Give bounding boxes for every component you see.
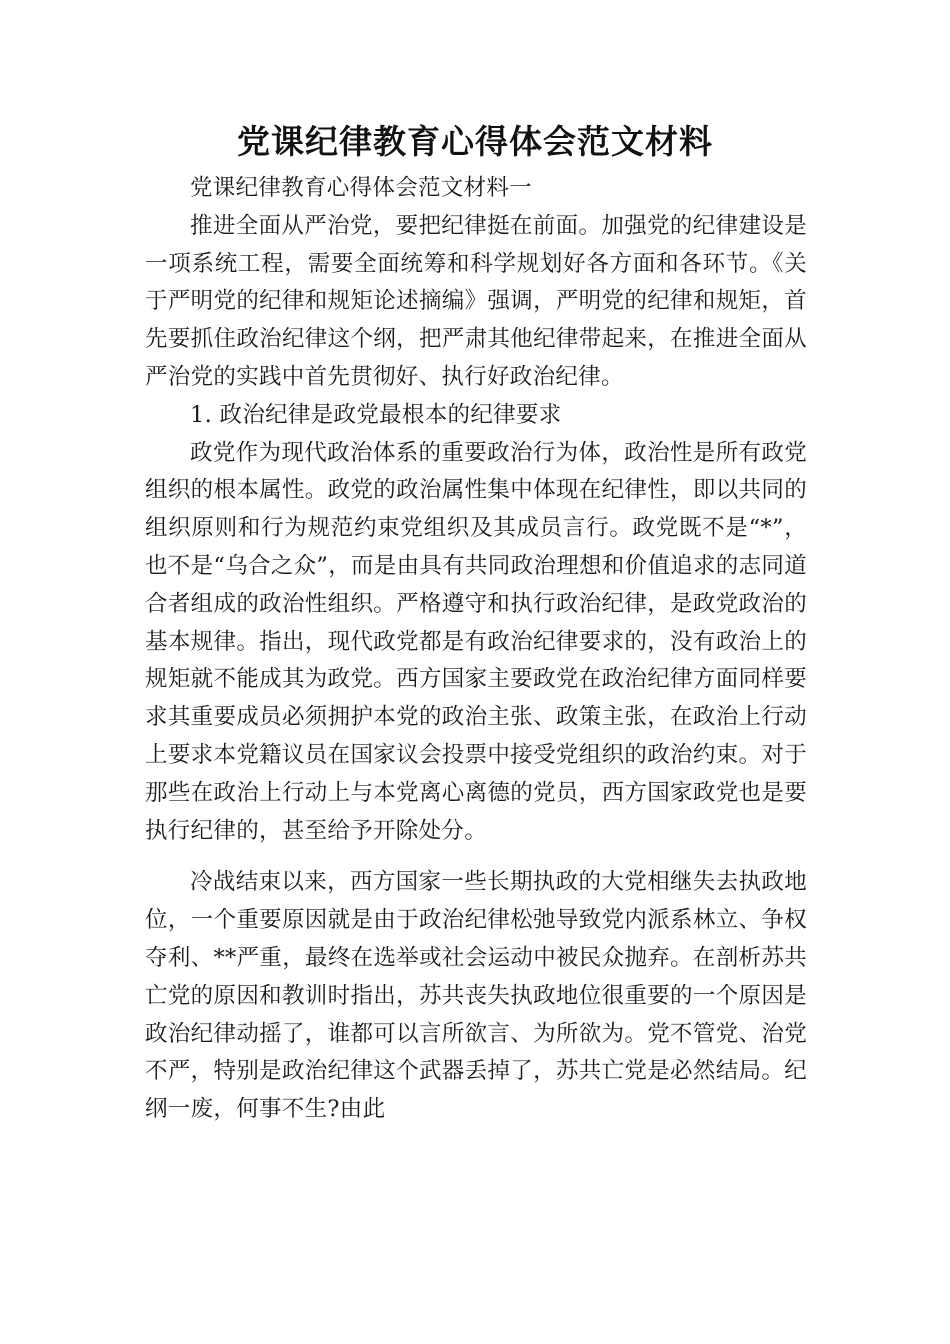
document-title: 党课纪律教育心得体会范文材料 [237,122,713,161]
document-body [145,170,807,1129]
body-paragraph: 政党作为现代政治体系的重要政治行为体，政治性是所有政党组织的根本属性。政党的政治属性集中体现在纪律性，即以共同的组织原则和行为规范约束党组织及其成员言行。政党既不是“*”，也不是“乌合之众”，而是由具有共同政治理想和价值追求的志同道合者组成的政治性组织。严格遵守和执行政治纪律，是政党政治的基本规律。指出，现代政党都是有政治纪律要求的，没有政治上的规矩就不能成其为政党。西方国家主要政党在政治纪律方面同样要求其重要成员必须拥护本党的政治主张、政策主张，在政治上行动上要求本党籍议员在国家议会投票中接受党组织的政治约束。对于那些在政治上行动上与本党离心离德的党员，西方国家政党也是要执行纪律的，甚至给予开除处分。 [145,439,808,844]
intro-paragraph: 推进全面从严治党，要把纪律挺在前面。加强党的纪律建设是一项系统工程，需要全面统筹和科学规划好各方面和各环节。《关于严明党的纪律和规矩论述摘编》强调，严明党的纪律和规矩，首先要抓住政治纪律这个纲，把严肃其他纪律带起来，在推进全面从严治党的实践中首先贯彻好、执行好政治纪律。 [145,212,807,390]
subtitle-paragraph: 党课纪律教育心得体会范文材料一 [190,175,533,201]
section-heading: 1. 政治纪律是政党最根本的纪律要求 [190,401,562,428]
body-paragraph: 冷战结束以来，西方国家一些长期执政的大党相继失去执政地位，一个重要原因就是由于政治纪律松弛导致党内派系林立、争权夺利、**严重，最终在选举或社会运动中被民众抛弃。在剖析苏共亡党的原因和教训时指出，苏共丧失执政地位很重要的一个原因是政治纪律动摇了，谁都可以言所欲言、为所欲为。党不管党、治党不严，特别是政治纪律这个武器丢掉了，苏共亡党是必然结局。纪纲一废，何事不生?由此 [145,869,807,1123]
